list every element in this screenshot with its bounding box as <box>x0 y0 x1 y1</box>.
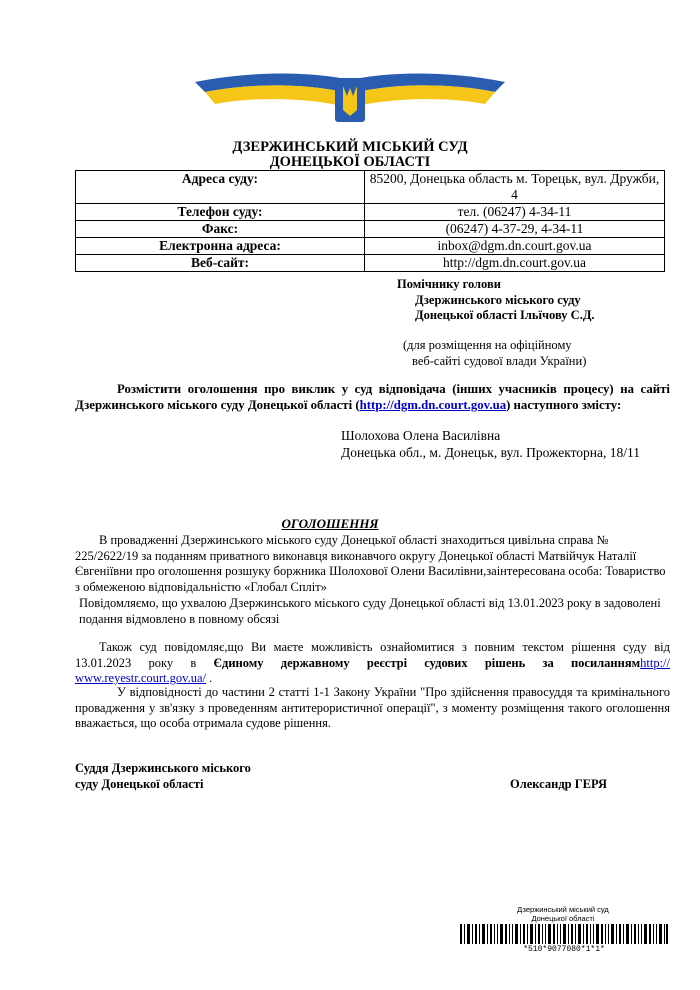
fax-label: Факс: <box>76 221 365 238</box>
body-paragraph-1: В провадженні Дзержинського міського суду Донецької області знаходиться цивільна справа № 225/2622/19 за поданням приватного виконавця виконавчого округу Донецької області Матвійчук Наталії Євгеніївни про оголошення розшуку боржника Шолохової Олени Василівни,заінтересована особа: Товариство з обмеженою відповідальністю «Глобал Спліт» <box>75 533 666 594</box>
judge-position <box>75 760 251 792</box>
placement-note <box>403 338 586 369</box>
court-website-link[interactable]: http://dgm.dn.court.gov.ua <box>359 398 507 412</box>
court-name-line1: ДЗЕРЖИНСЬКИЙ МІСЬКИЙ СУД <box>232 139 468 155</box>
addressee-block <box>397 277 595 324</box>
body-paragraph-4: У відповідності до частини 2 статті 1-1 Закону України "Про здійснення правосуддя та кримінального провадження у зв'язку з проведенням антитерористичної операції", з моменту розміщення такого оголошення вважається, що особа отримала судове рішення. <box>75 685 670 730</box>
table-row <box>76 171 665 204</box>
ukraine-emblem-banner <box>195 70 505 130</box>
intro-paragraph <box>75 381 670 413</box>
body-paragraph-3-end: . <box>205 671 213 685</box>
phone-value: тел. (06247) 4-34-11 <box>365 204 665 221</box>
barcode-number: *510*9077080*1*1* <box>523 945 605 954</box>
table-row <box>76 255 665 272</box>
judge-position-line1: Суддя Дзержинського міського <box>75 761 251 775</box>
intro-text: Розмістити оголошення про виклик у суд відповідача (інших учасників процесу) на сайті Дзержинського міського суду Донецької області ( <box>75 382 670 412</box>
note-line2: веб-сайті судової влади України) <box>412 353 587 368</box>
website-label: Веб-сайт: <box>76 255 365 272</box>
recipient-address: Донецька обл., м. Донецьк, вул. Прожекторна, 18/11 <box>341 445 641 460</box>
registry-name: Єдиному державному реєстрі судових рішень за посиланням <box>213 655 641 670</box>
addressee-line1: Помічнику голови <box>397 277 501 291</box>
court-stamp <box>458 905 668 923</box>
phone-label: Телефон суду: <box>76 204 365 221</box>
barcode <box>460 924 668 944</box>
judge-position-line2: суду Донецької області <box>75 777 204 791</box>
table-row <box>76 204 665 221</box>
intro-text-end: ) наступного змісту: <box>506 398 622 412</box>
registry-link[interactable]: http:// www.reyestr.court.gov.ua/ <box>75 655 670 685</box>
court-info-table <box>75 170 665 272</box>
addressee-line3: Донецької області Ільїчову С.Д. <box>415 308 595 322</box>
fax-value: (06247) 4-37-29, 4-34-11 <box>365 221 665 238</box>
email-label: Електронна адреса: <box>76 238 365 255</box>
stamp-line2: Донецької області <box>531 914 595 923</box>
announcement-heading: ОГОЛОШЕННЯ <box>281 516 379 531</box>
recipient-name: Шолохова Олена Василівна <box>341 428 501 443</box>
body-paragraph-3 <box>75 640 670 687</box>
email-value: inbox@dgm.dn.court.gov.ua <box>365 238 665 255</box>
stamp-line1: Дзержинський міський суд <box>517 905 609 914</box>
recipient-block <box>341 427 640 461</box>
judge-name: Олександр ГЕРЯ <box>510 777 608 791</box>
body-paragraph-3-text: Також суд повідомляє,що Ви маєте можливість ознайомитися з повним текстом рішення суду від 13.01.2023 року в <box>75 640 670 670</box>
body-paragraph-2: Повідомляємо, що ухвалою Дзержинського міського суду Донецької області від 13.01.2023 року в задоволені подання відмовлено в повному обсязі <box>79 596 661 626</box>
addressee-line2: Дзержинського міського суду <box>415 292 581 307</box>
court-name-line2: ДОНЕЦЬКОЇ ОБЛАСТІ <box>269 154 431 170</box>
address-value: 85200, Донецька область м. Торецьк, вул. Дружби, 4 <box>365 171 665 204</box>
website-value: http://dgm.dn.court.gov.ua <box>365 255 665 272</box>
table-row <box>76 238 665 255</box>
table-row <box>76 221 665 238</box>
note-line1: (для розміщення на офіційному <box>403 338 572 352</box>
address-label: Адреса суду: <box>76 171 365 204</box>
